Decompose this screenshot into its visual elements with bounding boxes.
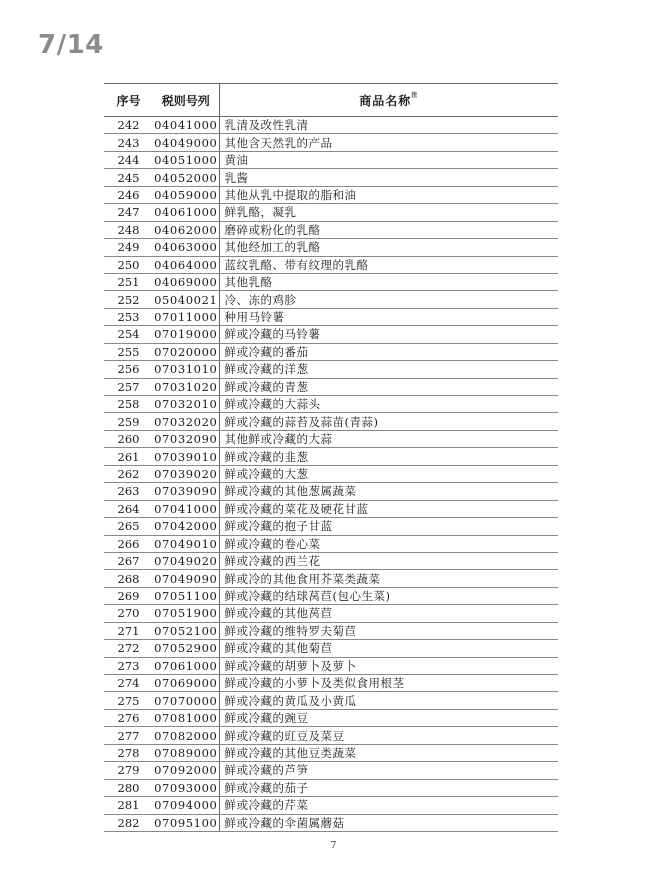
- row-code: 04052000: [154, 170, 218, 185]
- row-name: 蓝纹乳酪、带有纹理的乳酪: [219, 256, 558, 273]
- row-name: 其他从乳中提取的脂和油: [219, 186, 558, 203]
- row-name: 鲜或冷藏的黄瓜及小黄瓜: [219, 692, 558, 709]
- row-seq: 258: [104, 396, 153, 413]
- table-row: [104, 570, 558, 587]
- table-row: [104, 430, 558, 447]
- table-row: [104, 256, 558, 273]
- row-seq: 252: [104, 291, 153, 308]
- row-name: 鲜或冷藏的豇豆及菜豆: [219, 727, 558, 744]
- row-seq: 278: [104, 744, 153, 761]
- row-seq: 261: [104, 448, 153, 465]
- row-name: 黄油: [219, 151, 558, 168]
- row-seq: 245: [104, 169, 153, 186]
- row-name: 鲜或冷藏的韭葱: [219, 448, 558, 465]
- table-row: [104, 186, 558, 203]
- table-row: [104, 709, 558, 726]
- row-seq: 242: [104, 117, 153, 134]
- row-seq: 271: [104, 622, 153, 639]
- row-seq: 254: [104, 326, 153, 343]
- row-code: 04063000: [154, 240, 218, 255]
- table-row: [104, 587, 558, 604]
- row-name: 鲜或冷藏的大葱: [219, 465, 558, 482]
- row-name: 其他含天然乳的产品: [219, 134, 558, 151]
- row-name: 鲜或冷藏的西兰花: [219, 552, 558, 569]
- row-seq: 255: [104, 343, 153, 360]
- row-code: 07049010: [154, 536, 218, 551]
- row-code: 07052900: [154, 641, 218, 656]
- row-seq: 282: [104, 814, 153, 831]
- table-row: [104, 378, 558, 395]
- row-name: 鲜或冷藏的其他葱属蔬菜: [219, 483, 558, 500]
- row-seq: 262: [104, 465, 153, 482]
- row-name: 鲜或冷藏的洋葱: [219, 361, 558, 378]
- row-name: 鲜或冷藏的其他莴苣: [219, 605, 558, 622]
- row-seq: 280: [104, 779, 153, 796]
- row-code: 07061000: [154, 658, 218, 673]
- table-row: [104, 151, 558, 168]
- row-seq: 265: [104, 518, 153, 535]
- table-row: [104, 221, 558, 238]
- row-name: 乳清及改性乳清: [219, 117, 558, 134]
- header-name-label: 商品名称: [359, 93, 412, 108]
- row-seq: 250: [104, 256, 153, 273]
- row-code: 07095100: [154, 815, 218, 830]
- row-seq: 267: [104, 552, 153, 569]
- row-seq: 264: [104, 500, 153, 517]
- row-seq: 260: [104, 430, 153, 447]
- table-row: [104, 518, 558, 535]
- table-row: [104, 692, 558, 709]
- row-seq: 274: [104, 675, 153, 692]
- table-row: [104, 605, 558, 622]
- row-seq: 277: [104, 727, 153, 744]
- row-code: 07020000: [154, 344, 218, 359]
- page-indicator: 7/14: [38, 30, 104, 60]
- table-row: [104, 797, 558, 814]
- table-row: [104, 727, 558, 744]
- row-name: 鲜或冷藏的青葱: [219, 378, 558, 395]
- row-name: 鲜或冷藏的芹菜: [219, 797, 558, 814]
- row-name: 鲜或冷藏的豌豆: [219, 709, 558, 726]
- row-code: 07011000: [154, 310, 218, 325]
- row-name: 冷、冻的鸡胗: [219, 291, 558, 308]
- tariff-table: [104, 83, 558, 832]
- row-name: 磨碎或粉化的乳酪: [219, 221, 558, 238]
- row-name: 其他乳酪: [219, 273, 558, 290]
- row-seq: 249: [104, 239, 153, 256]
- row-name: 其他鲜或冷藏的大蒜: [219, 430, 558, 447]
- table-body: [104, 117, 558, 832]
- row-code: 04059000: [154, 187, 218, 202]
- row-seq: 253: [104, 308, 153, 325]
- row-code: 07093000: [154, 780, 218, 795]
- row-name: 鲜或冷藏的马铃薯: [219, 326, 558, 343]
- table-row: [104, 483, 558, 500]
- table-row: [104, 622, 558, 639]
- row-seq: 247: [104, 204, 153, 221]
- row-code: 07052100: [154, 623, 218, 638]
- row-name: 鲜或冷藏的菜花及硬花甘蓝: [219, 500, 558, 517]
- header-name-note: 注: [411, 91, 419, 99]
- table-row: [104, 413, 558, 430]
- row-seq: 266: [104, 535, 153, 552]
- table-header-row: [104, 84, 558, 117]
- row-seq: 270: [104, 605, 153, 622]
- row-seq: 276: [104, 709, 153, 726]
- row-code: 04064000: [154, 257, 218, 272]
- row-name: 其他经加工的乳酪: [219, 239, 558, 256]
- row-seq: 244: [104, 151, 153, 168]
- row-name: 鲜或冷藏的抱子甘蓝: [219, 518, 558, 535]
- row-code: 05040021: [154, 292, 218, 307]
- row-seq: 281: [104, 797, 153, 814]
- row-code: 07094000: [154, 798, 218, 813]
- row-code: 04061000: [154, 205, 218, 220]
- row-code: 07051900: [154, 606, 218, 621]
- row-seq: 269: [104, 587, 153, 604]
- header-name: [219, 84, 558, 117]
- row-seq: 246: [104, 186, 153, 203]
- row-code: 07051100: [154, 589, 218, 604]
- row-code: 04049000: [154, 135, 218, 150]
- row-code: 07031010: [154, 362, 218, 377]
- table-row: [104, 465, 558, 482]
- row-seq: 248: [104, 221, 153, 238]
- table-row: [104, 204, 558, 221]
- table-row: [104, 448, 558, 465]
- row-code: 07032090: [154, 432, 218, 447]
- row-code: 04051000: [154, 153, 218, 168]
- table-row: [104, 762, 558, 779]
- row-name: 鲜或冷藏的其他豆类蔬菜: [219, 744, 558, 761]
- row-name: 鲜或冷藏的番茄: [219, 343, 558, 360]
- table-row: [104, 640, 558, 657]
- table-row: [104, 779, 558, 796]
- row-name: 鲜或冷藏的结球莴苣(包心生菜): [219, 587, 558, 604]
- row-seq: 279: [104, 762, 153, 779]
- row-code: 07082000: [154, 728, 218, 743]
- row-seq: 257: [104, 378, 153, 395]
- table-row: [104, 814, 558, 831]
- row-name: 鲜或冷藏的蒜苔及蒜苗(青蒜): [219, 413, 558, 430]
- page-number: 7: [330, 841, 337, 851]
- row-code: 04062000: [154, 222, 218, 237]
- row-seq: 273: [104, 657, 153, 674]
- row-name: 鲜或冷藏的芦笋: [219, 762, 558, 779]
- row-code: 07032020: [154, 414, 218, 429]
- table-row: [104, 500, 558, 517]
- row-code: 04069000: [154, 275, 218, 290]
- header-code: 税则号列: [153, 84, 219, 117]
- row-seq: 272: [104, 640, 153, 657]
- row-seq: 256: [104, 361, 153, 378]
- row-name: 鲜或冷藏的其他菊苣: [219, 640, 558, 657]
- row-code: 07042000: [154, 519, 218, 534]
- table-row: [104, 343, 558, 360]
- row-code: 04041000: [154, 118, 218, 133]
- row-code: 07069000: [154, 676, 218, 691]
- table-row: [104, 308, 558, 325]
- row-name: 乳酱: [219, 169, 558, 186]
- row-code: 07092000: [154, 763, 218, 778]
- row-code: 07039020: [154, 466, 218, 481]
- table-row: [104, 273, 558, 290]
- row-code: 07039090: [154, 484, 218, 499]
- row-code: 07081000: [154, 711, 218, 726]
- row-code: 07070000: [154, 693, 218, 708]
- row-code: 07039010: [154, 449, 218, 464]
- table-row: [104, 657, 558, 674]
- row-code: 07032010: [154, 397, 218, 412]
- table-row: [104, 134, 558, 151]
- row-name: 鲜或冷藏的茄子: [219, 779, 558, 796]
- row-name: 鲜或冷藏的小萝卜及类似食用根茎: [219, 675, 558, 692]
- row-name: 种用马铃薯: [219, 308, 558, 325]
- row-seq: 259: [104, 413, 153, 430]
- row-name: 鲜或冷藏的胡萝卜及萝卜: [219, 657, 558, 674]
- row-seq: 268: [104, 570, 153, 587]
- header-seq: 序号: [104, 84, 153, 117]
- row-name: 鲜乳酪，凝乳: [219, 204, 558, 221]
- row-seq: 263: [104, 483, 153, 500]
- table-row: [104, 675, 558, 692]
- row-code: 07049090: [154, 571, 218, 586]
- row-seq: 275: [104, 692, 153, 709]
- row-code: 07031020: [154, 379, 218, 394]
- row-seq: 243: [104, 134, 153, 151]
- table-row: [104, 169, 558, 186]
- table-row: [104, 361, 558, 378]
- table-row: [104, 396, 558, 413]
- row-code: 07019000: [154, 327, 218, 342]
- row-seq: 251: [104, 273, 153, 290]
- row-name: 鲜或冷藏的卷心菜: [219, 535, 558, 552]
- table-row: [104, 291, 558, 308]
- table-row: [104, 535, 558, 552]
- row-code: 07041000: [154, 501, 218, 516]
- table-row: [104, 552, 558, 569]
- row-code: 07049020: [154, 554, 218, 569]
- table-row: [104, 744, 558, 761]
- table-row: [104, 117, 558, 134]
- row-name: 鲜或冷藏的伞菌属蘑菇: [219, 814, 558, 831]
- table-row: [104, 326, 558, 343]
- row-name: 鲜或冷的其他食用芥菜类蔬菜: [219, 570, 558, 587]
- table-row: [104, 239, 558, 256]
- row-code: 07089000: [154, 745, 218, 760]
- row-name: 鲜或冷藏的维特罗夫菊苣: [219, 622, 558, 639]
- row-name: 鲜或冷藏的大蒜头: [219, 396, 558, 413]
